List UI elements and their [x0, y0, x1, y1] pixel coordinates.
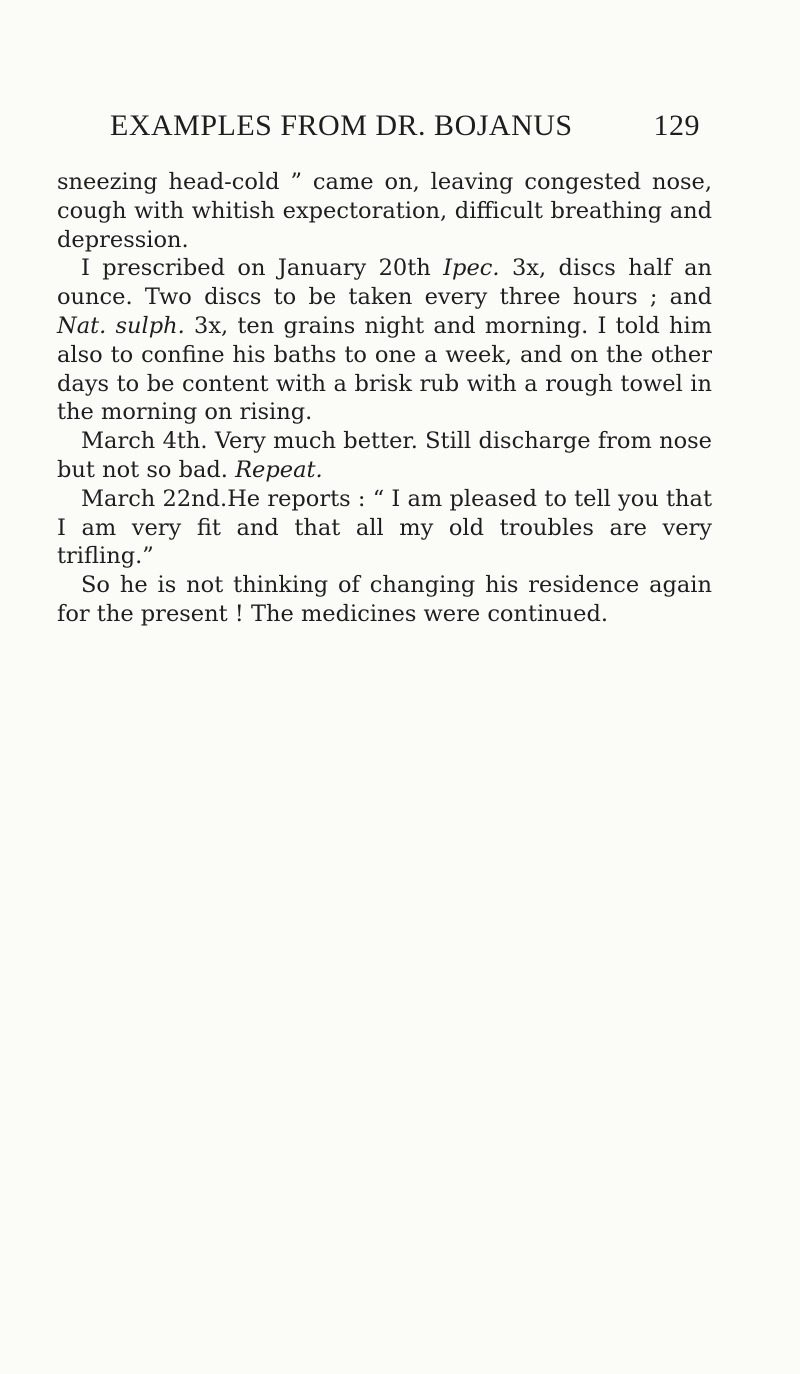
remedy-ipec: Ipec.: [443, 255, 500, 282]
paragraph-text: I prescribed on January 20th: [81, 255, 444, 282]
paragraph-text: sneezing head-cold ” came on, leaving congested nose, cough with whitish expectoration, difficult breathing and depression.: [57, 169, 712, 253]
paragraph-text: So he is not thinking of changing his residence again for the present ! The medicines were continued.: [57, 572, 712, 627]
paragraph-conclusion: [57, 571, 712, 629]
body-text: [57, 168, 712, 629]
repeat-instruction: Repeat.: [235, 456, 323, 483]
paragraph-text: March 4th. Very much better. Still discharge from nose but not so bad.: [57, 428, 712, 483]
paragraph-text: March 22nd.He reports : “ I am pleased to tell you that I am very fit and that all my old troubles are very trifling.”: [57, 485, 712, 570]
paragraph-text: 3x, ten grains night and morning. I told him also to confine his baths to one a week, and on the other days to be content with a brisk rub with a rough towel in the morning on rising.: [57, 312, 712, 426]
running-head: [110, 106, 700, 146]
page-number: 129: [653, 109, 700, 142]
paragraph-march-22: [57, 485, 712, 571]
paragraph-text: 3x, discs half an ounce. Two discs to be taken every three hours ; and: [57, 255, 712, 311]
paragraph-continuation: [57, 168, 712, 254]
paragraph-prescription: [57, 254, 712, 427]
paragraph-march-4: [57, 427, 712, 485]
running-title: EXAMPLES FROM DR. BOJANUS: [110, 109, 573, 142]
remedy-nat-sulph: Nat. sulph.: [57, 312, 185, 339]
